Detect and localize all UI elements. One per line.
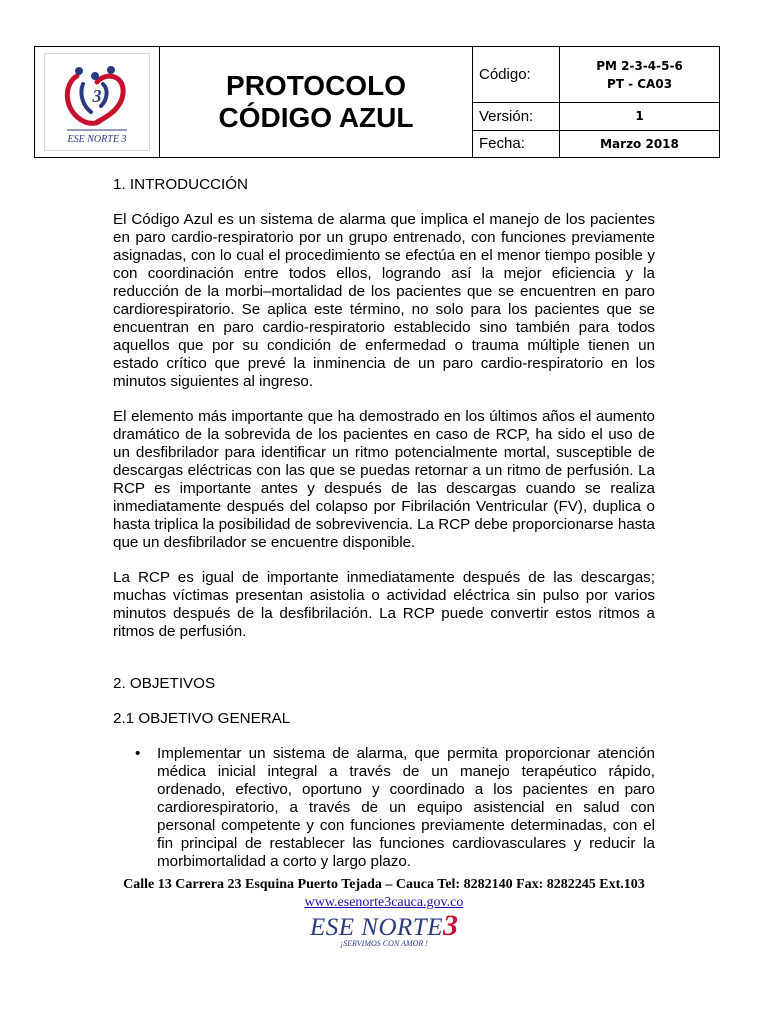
document-body (113, 176, 655, 871)
document-title-line2: CÓDIGO AZUL (218, 102, 414, 133)
footer-logo-name: ESE NORTE (310, 914, 443, 941)
code-label: Código: (473, 47, 560, 103)
section-heading-introduction: 1. INTRODUCCIÓN (113, 176, 249, 193)
code-value-line2: PT - CA03 (606, 76, 673, 91)
logo-cell (35, 47, 160, 158)
section-heading-objectives: 2. OBJETIVOS (113, 675, 216, 692)
footer-address: Calle 13 Carrera 23 Esquina Puerto Tejada – Cauca Tel: 8282140 Fax: 8282245 Ext.103 (123, 877, 645, 892)
subsection-heading-general-objective: 2.1 OBJETIVO GENERAL (113, 710, 291, 727)
code-value-line1: PM 2-3-4-5-6 (596, 58, 683, 73)
document-title-line1: PROTOCOLO (226, 70, 406, 101)
svg-text:3: 3 (92, 86, 102, 106)
title-cell (160, 47, 473, 158)
institution-logo (44, 53, 150, 151)
document-header-table (34, 46, 720, 158)
svg-text:ESE NORTE 3: ESE NORTE 3 (67, 134, 127, 145)
intro-paragraph-2: El elemento más importante que ha demostrado en los últimos años el aumento dramático de la sobrevida de los pacientes en caso de RCP, ha sido el uso de un desfibrilador para identificar un ritmo potencialmente mortal, susceptible de descargas eléctricas con las que se puedas retornar a un ritmo de perfusión. La RCP es importante antes y después de las descargas cuando se realiza inmediatamente después del colapso por Fibrilación Ventricular (FV), duplica o hasta triplica la posibilidad de sobrevivencia. La RCP debe proporcionarse hasta que un desfibrilador se encuentre disponible. (113, 408, 655, 551)
footer-logo-tagline: ¡SERVIMOS CON AMOR ! (340, 939, 428, 948)
footer-logo-number: 3 (442, 909, 458, 942)
version-value: 1 (560, 103, 720, 130)
website-link[interactable]: www.esenorte3cauca.gov.co (304, 895, 464, 910)
list-item (135, 745, 655, 871)
date-label: Fecha: (473, 130, 560, 157)
heart-people-logo-icon (45, 54, 149, 150)
date-value: Marzo 2018 (560, 130, 720, 157)
intro-paragraph-1: El Código Azul es un sistema de alarma que implica el manejo de los pacientes en paro cardio-respiratorio por un grupo entrenado, con funciones previamente asignadas, con lo cual el procedimiento se efectúa en el menor tiempo posible y con coordinación entre todos ellos, logrando así la mejor eficiencia y la reducción de la morbi–mortalidad de los pacientes que se encuentren en paro cardiorespiratorio. Se aplica este término, no solo para los pacientes que se encuentran en paro cardio-respiratorio establecido sino también para todos aquellos que por su condición de enfermedad o trauma múltiple tienen un estado crítico que prevé la inminencia de un paro cardio-respiratorio en los minutos siguientes al ingreso. (113, 211, 655, 390)
bullet-icon: • (135, 745, 141, 762)
version-label: Versión: (473, 103, 560, 130)
code-value (560, 47, 720, 103)
general-objective-text: Implementar un sistema de alarma, que permita proporcionar atención médica inicial integral a través de un manejo terapéutico rápido, ordenado, efectivo, oportuno y coordinado a los pacientes en paro cardiorespiratorio, a través de un equipo asistencial en salud con personal competente y con funciones previamente determinadas, con el fin principal de restablecer las funciones cardiovasculares y reducir la morbimortalidad a corto y largo plazo. (157, 745, 655, 870)
intro-paragraph-3: La RCP es igual de importante inmediatamente después de las descargas; muchas víctimas presentan asistolia o actividad eléctrica sin pulso por varios minutos después de la desfibrilación. La RCP puede convertir estos ritmos a ritmos de perfusión. (113, 569, 655, 640)
page-footer (0, 876, 768, 948)
